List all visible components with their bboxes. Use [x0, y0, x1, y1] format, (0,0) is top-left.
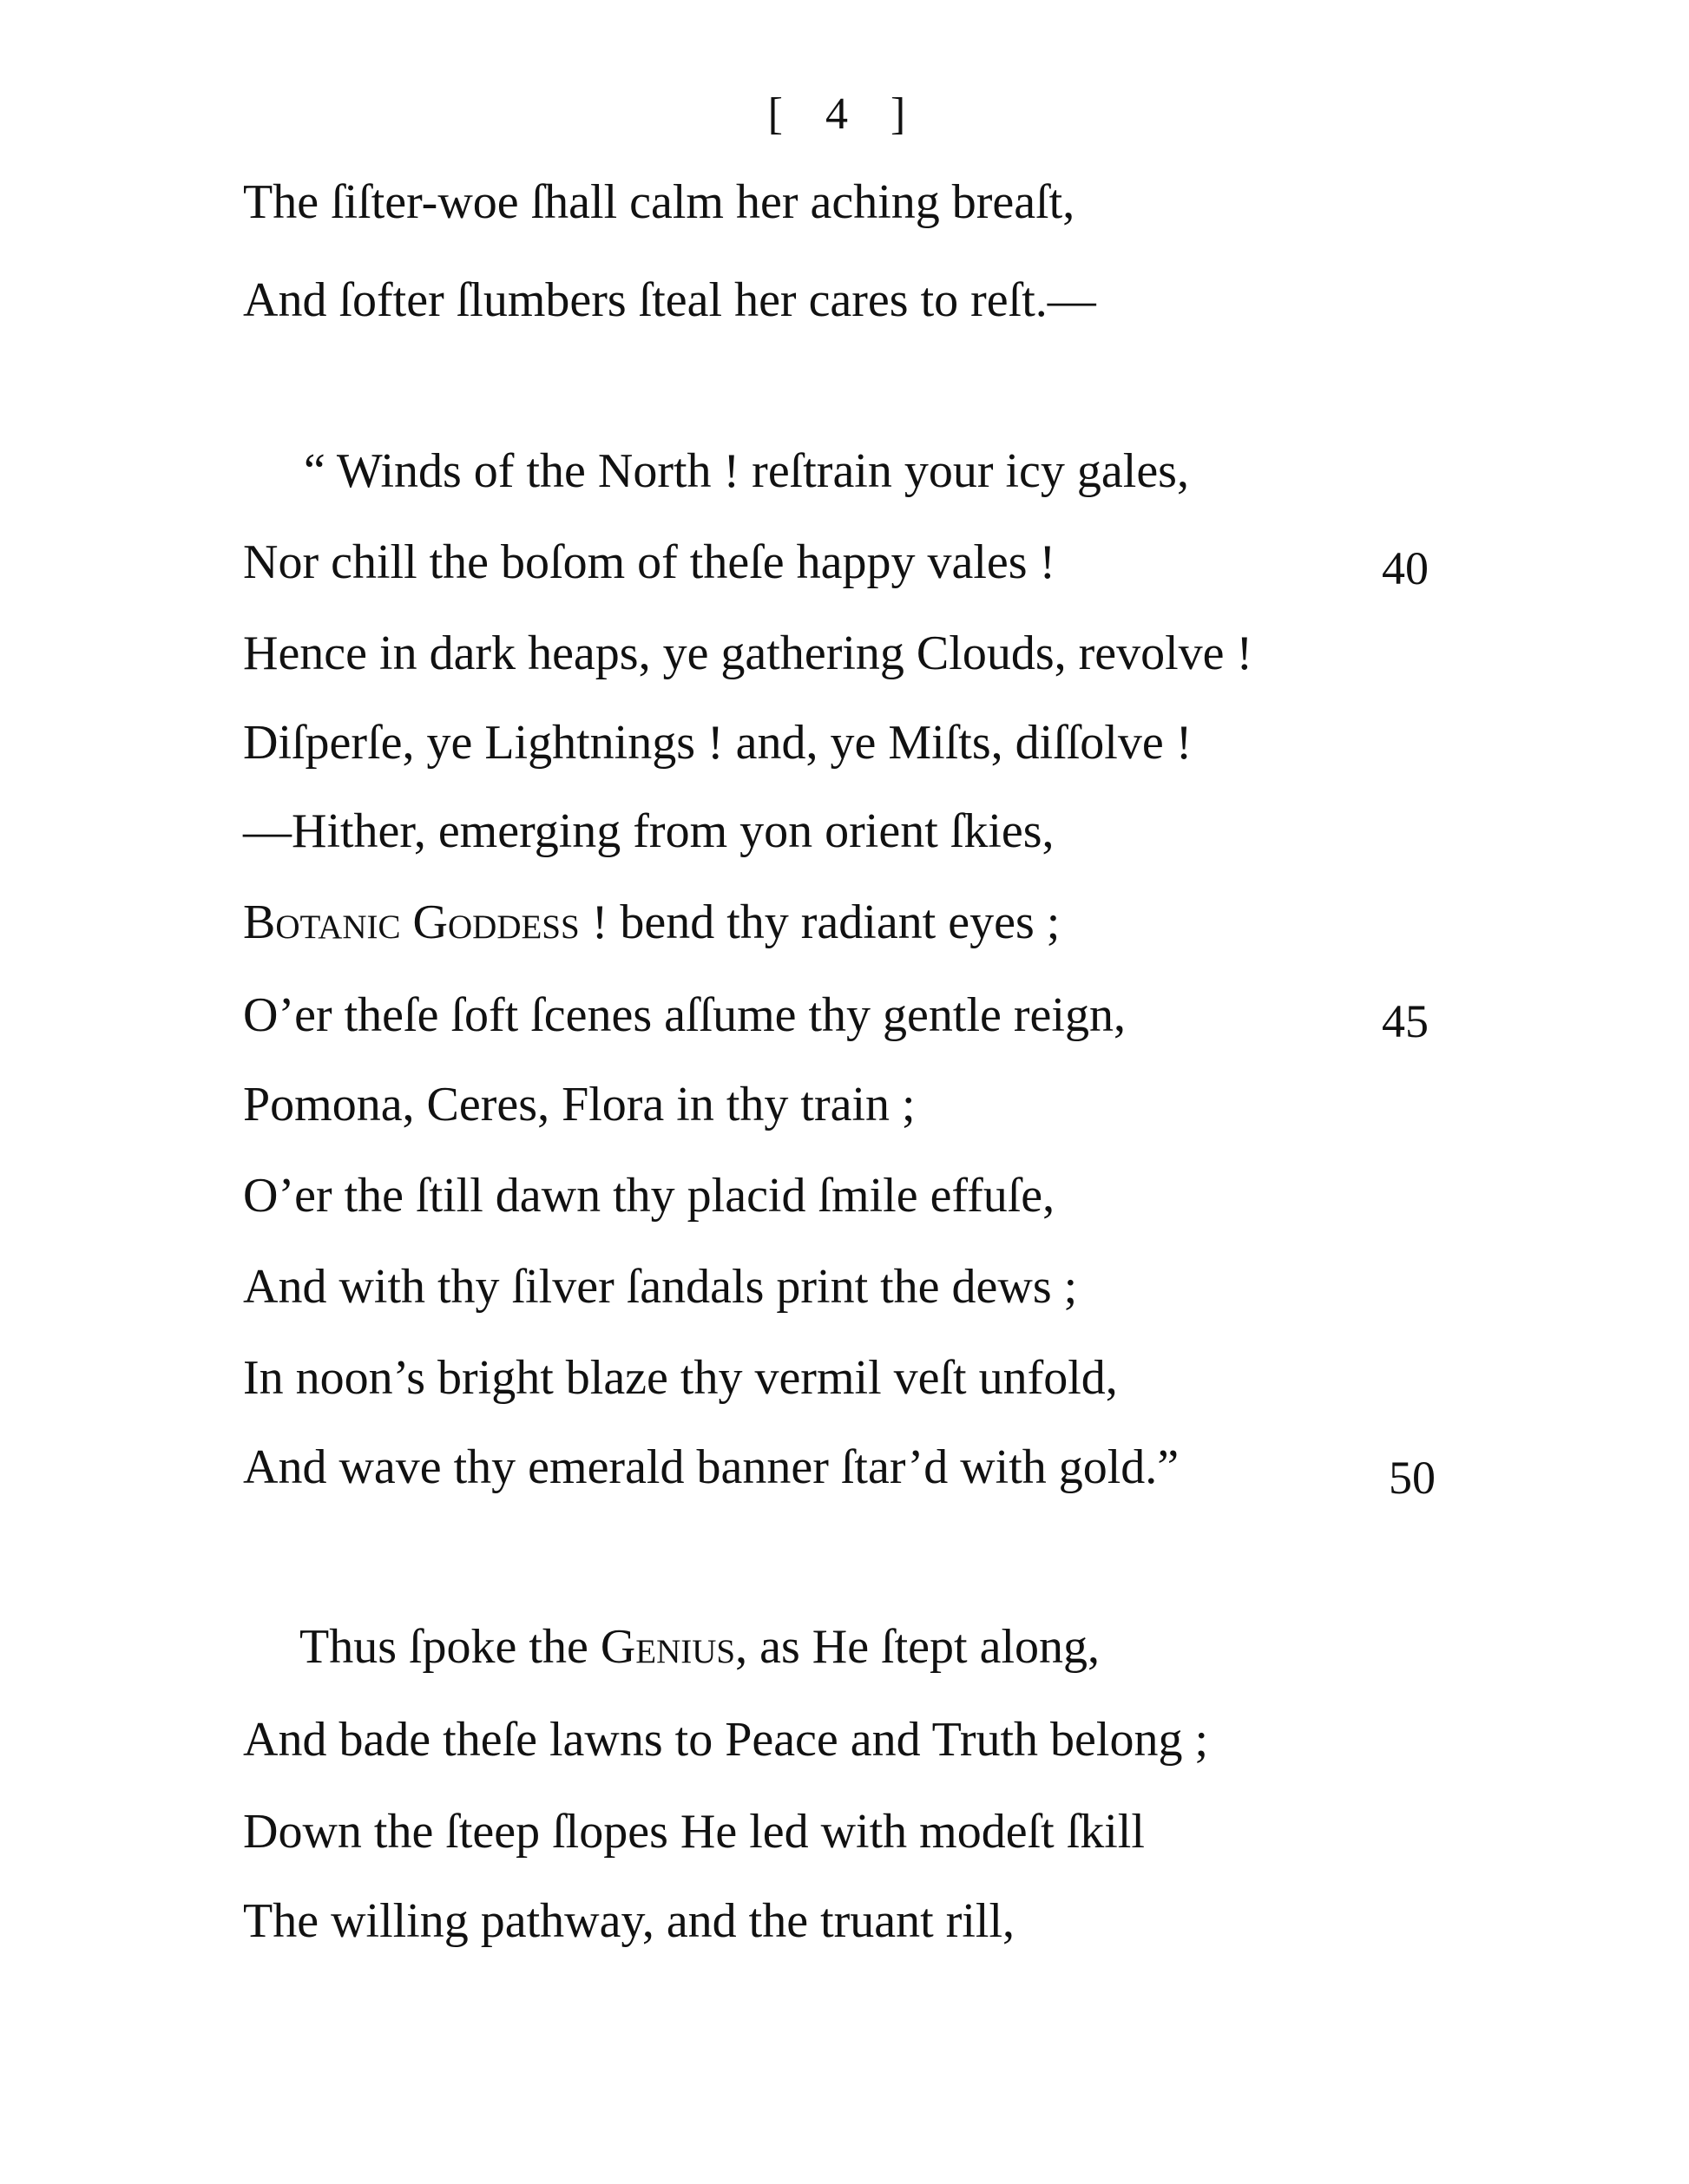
poem-line: Hence in dark heaps, ye gathering Clouds, revolve ! [243, 626, 1253, 680]
line-number: 45 [1382, 995, 1429, 1047]
poem-line: The willing pathway, and the truant rill, [243, 1894, 1015, 1948]
poem-line: O’er theſe ſoft ſcenes aſſume thy gentle reign, [243, 988, 1126, 1042]
poem-line [243, 895, 1061, 949]
poem-line: —Hither, emerging from yon orient ſkies, [243, 804, 1055, 858]
genius-name: Genius [600, 1620, 736, 1674]
poem-line [299, 1620, 1100, 1674]
poem-line: The ſiſter-woe ſhall calm her aching breaſt, [243, 175, 1075, 229]
poem-line: In noon’s bright blaze thy vermil veſt unfold, [243, 1351, 1118, 1405]
line-number: 50 [1389, 1452, 1436, 1504]
poem-line: Pomona, Ceres, Flora in thy train ; [243, 1078, 916, 1131]
poem-line: And with thy ſilver ſandals print the dews ; [243, 1260, 1078, 1314]
page-number: [ 4 ] [767, 89, 922, 139]
botanic-goddess-name: Botanic Goddess [243, 895, 580, 949]
poem-line: Down the ſteep ſlopes He led with modeſt ſkill [243, 1805, 1145, 1859]
poem-line: Diſperſe, ye Lightnings ! and, ye Miſts, diſſolve ! [243, 716, 1193, 770]
poem-line: And wave thy emerald banner ſtar’d with gold.” [243, 1440, 1180, 1494]
poem-line-pre: Thus ſpoke the [299, 1620, 601, 1674]
poem-line-post: , as He ſtept along, [735, 1620, 1100, 1674]
poem-line: “ Winds of the North ! reſtrain your icy gales, [304, 444, 1189, 498]
poem-line: O’er the ſtill dawn thy placid ſmile effuſe, [243, 1169, 1055, 1223]
poem-line: And bade theſe lawns to Peace and Truth belong ; [243, 1713, 1209, 1767]
poem-line-post: ! bend thy radiant eyes ; [579, 895, 1061, 949]
poem-line: And ſofter ſlumbers ſteal her cares to reſt.— [243, 273, 1096, 327]
poem-line: Nor chill the boſom of theſe happy vales ! [243, 535, 1056, 589]
line-number: 40 [1382, 542, 1429, 594]
